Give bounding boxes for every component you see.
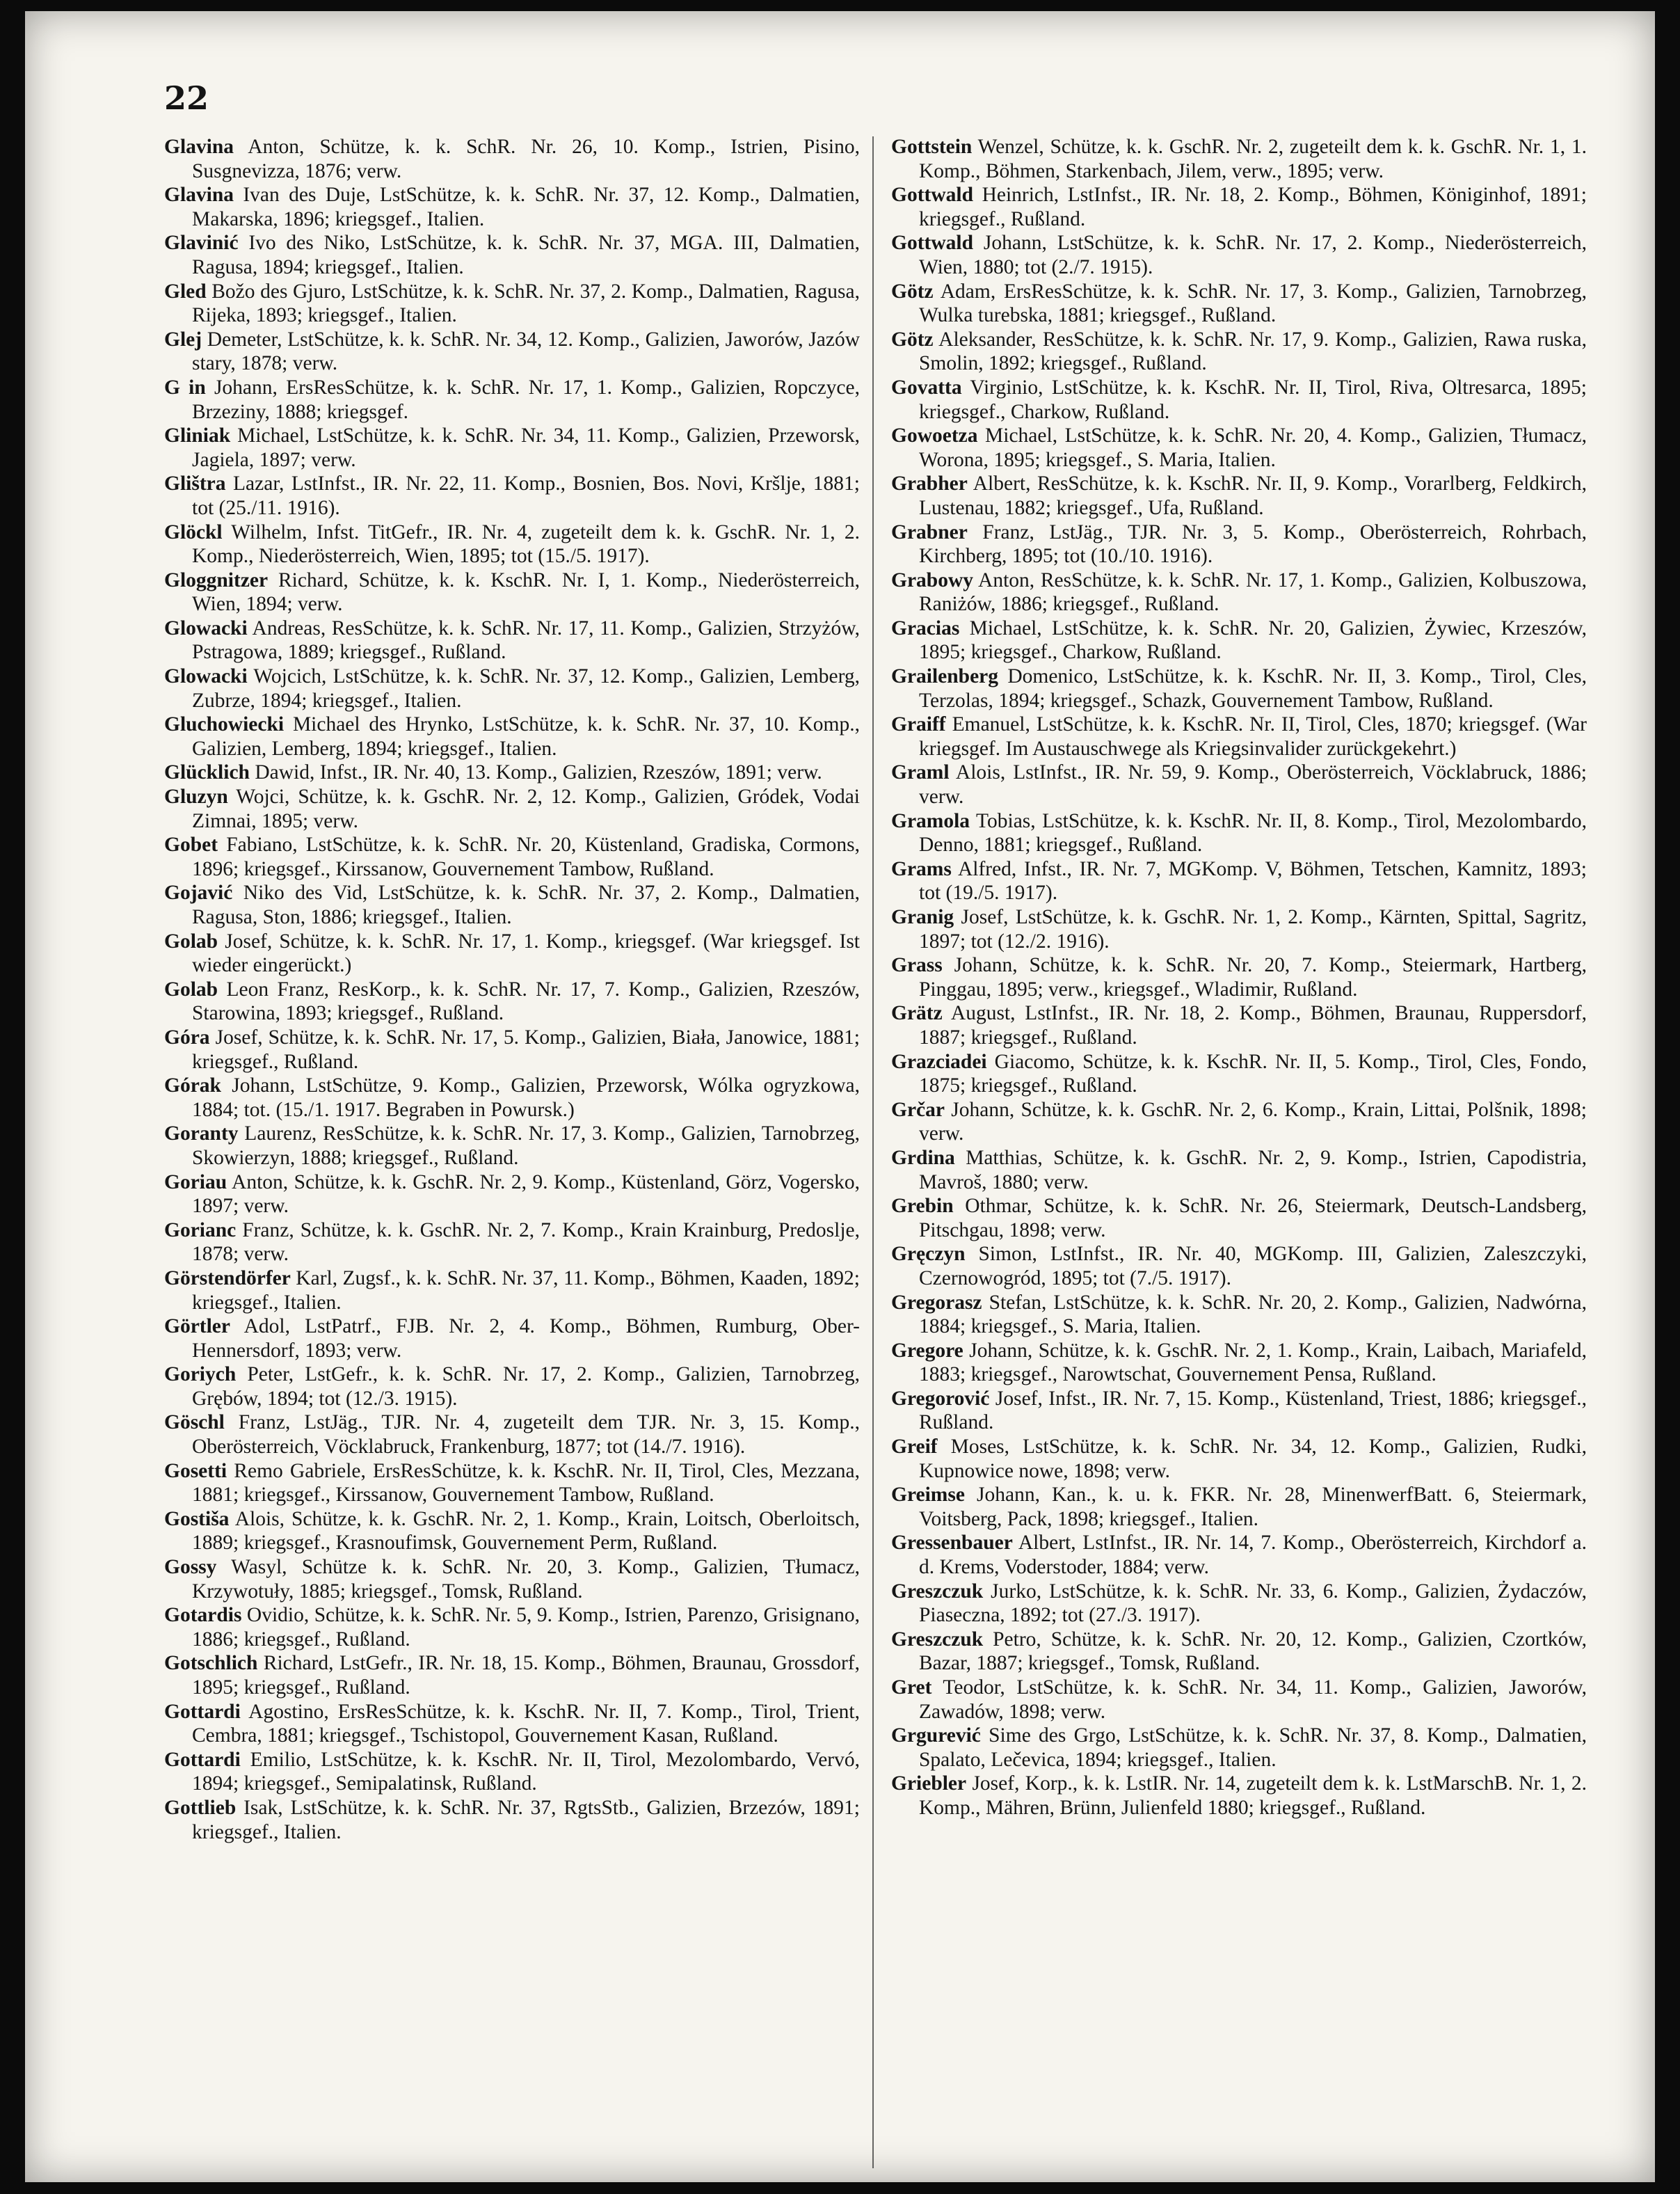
entry-surname: Greszczuk [891,1580,984,1603]
list-entry [164,1362,860,1410]
entry-details: Adam, ErsResSchütze, k. k. SchR. Nr. 17, 3. Komp., Galizien, Tarnobrzeg, Wulka turebska, 1881; kriegsgef., Rußland. [919,280,1587,327]
entry-details: Moses, LstSchütze, k. k. SchR. Nr. 34, 12. Komp., Galizien, Rudki, Kupnowice nowe, 1898; verw. [919,1436,1587,1482]
entry-details: Karl, Zugsf., k. k. SchR. Nr. 37, 11. Komp., Böhmen, Kaaden, 1892; kriegsgef., Italien. [192,1266,860,1314]
entry-surname: Grebin [891,1195,954,1218]
list-entry [891,1676,1587,1724]
entry-surname: Gojavić [164,882,233,905]
page-number: 22 [164,79,209,117]
entry-details: Johann, ErsResSchütze, k. k. SchR. Nr. 17, 1. Komp., Galizien, Ropczyce, Brzeziny, 1888; kriegsgef. [192,376,860,423]
entry-details: Isak, LstSchütze, k. k. SchR. Nr. 37, RgtsStb., Galizien, Brzezów, 1891; kriegsgef., Italien. [192,1796,860,1843]
entry-surname: Götz [891,280,934,303]
entry-surname: Grabowy [891,569,973,591]
list-entry [164,376,860,424]
entry-surname: Gressenbauer [891,1532,1013,1555]
entry-surname: Grazciadei [891,1050,987,1073]
list-entry [164,1122,860,1170]
entry-details: Josef, Schütze, k. k. SchR. Nr. 17, 5. Komp., Galizien, Biała, Janowice, 1881; kriegsgef., Rußland. [192,1026,860,1073]
entry-surname: Gręczyn [891,1243,966,1266]
list-entry [164,1796,860,1844]
entry-details: Teodor, LstSchütze, k. k. SchR. Nr. 34, 11. Komp., Galizien, Jaworów, Zawadów, 1898; verw. [919,1676,1587,1723]
entry-details: Anton, Schütze, k. k. SchR. Nr. 26, 10. Komp., Istrien, Pisino, Susgnevizza, 1876; verw. [192,136,860,182]
list-entry [891,809,1587,857]
entry-surname: Gluzyn [164,786,228,809]
entry-details: Franz, Schütze, k. k. GschR. Nr. 2, 7. Komp., Krain Krainburg, Predoslje, 1878; verw. [192,1218,860,1266]
list-entry [891,1291,1587,1339]
entry-surname: Grčar [891,1098,945,1121]
entry-details: Ivan des Duje, LstSchütze, k. k. SchR. Nr. 37, 12. Komp., Dalmatien, Makarska, 1896; kriegsgef., Italien. [192,184,860,230]
list-entry [164,1459,860,1507]
entry-surname: Gottlieb [164,1796,237,1819]
entry-details: Sime des Grgo, LstSchütze, k. k. SchR. Nr. 37, 8. Komp., Dalmatien, Spalato, Lečevica, 1894; kriegsgef., Italien. [919,1724,1587,1771]
list-entry [891,1242,1587,1290]
right-column [891,135,1587,1820]
list-entry [891,1435,1587,1483]
entry-surname: Gotschlich [164,1652,258,1675]
entry-details: Alois, LstInfst., IR. Nr. 59, 9. Komp., Oberösterreich, Vöcklabruck, 1886; verw. [919,761,1587,809]
entry-surname: Gracias [891,617,960,639]
list-entry [891,713,1587,761]
list-entry [891,1483,1587,1531]
entry-surname: Grailenberg [891,665,999,688]
entry-details: Tobias, LstSchütze, k. k. KschR. Nr. II, 8. Komp., Tirol, Mezolombardo, Denno, 1881; kriegsgef., Rußland. [919,809,1587,857]
entry-details: Anton, ResSchütze, k. k. SchR. Nr. 17, 1. Komp., Galizien, Kolbuszowa, Raniżów, 1886; kriegsgef., Rußland. [919,569,1587,616]
entry-surname: Govatta [891,376,962,399]
entry-details: Johann, Kan., k. u. k. FKR. Nr. 28, MinenwerfBatt. 6, Steiermark, Voitsberg, Pack, 1898; kriegsgef., Italien. [919,1484,1587,1530]
list-entry [164,833,860,881]
entry-details: Michael, LstSchütze, k. k. SchR. Nr. 20, 4. Komp., Galizien, Tłumacz, Worona, 1895; kriegsgef., S. Maria, Italien. [919,424,1587,471]
entry-surname: Greif [891,1436,938,1458]
entry-details: Franz, LstJäg., TJR. Nr. 4, zugeteilt dem TJR. Nr. 3, 15. Komp., Oberösterreich, Vöcklabruck, Frankenburg, 1877; tot (14./7. 1916). [192,1411,860,1458]
entry-details: Stefan, LstSchütze, k. k. SchR. Nr. 20, 2. Komp., Galizien, Nadwórna, 1884; kriegsgef., S. Maria, Italien. [919,1291,1587,1338]
entry-details: Josef, Schütze, k. k. SchR. Nr. 17, 1. Komp., kriegsgef. (War kriegsgef. Ist wieder eingerückt.) [192,930,860,977]
entry-surname: Gowoetza [891,424,978,447]
entry-surname: Góra [164,1026,210,1049]
entry-details: Remo Gabriele, ErsResSchütze, k. k. KschR. Nr. II, Tirol, Cles, Mezzana, 1881; kriegsgef., Kirssanow, Gouvernement Tambow, Rußland. [192,1459,860,1507]
entry-surname: Gottardi [164,1748,241,1771]
document-page [25,11,1655,2182]
entry-details: Niko des Vid, LstSchütze, k. k. SchR. Nr. 37, 2. Komp., Dalmatien, Ragusa, Ston, 1886; kriegsgef., Italien. [192,882,860,928]
list-entry [891,1339,1587,1387]
list-entry [891,665,1587,713]
list-entry [164,280,860,328]
entry-surname: Gosetti [164,1459,227,1482]
entry-details: Fabiano, LstSchütze, k. k. SchR. Nr. 20, Küstenland, Gradiska, Cormons, 1896; kriegsgef., Kirssanow, Gouvernement Tambow, Rußland. [192,834,860,880]
list-entry [164,1314,860,1362]
entry-surname: Gobet [164,834,218,857]
entry-details: Wasyl, Schütze k. k. SchR. Nr. 20, 3. Komp., Galizien, Tłumacz, Krzywotuły, 1885; kriegsgef., Tomsk, Rußland. [192,1556,860,1603]
entry-surname: Götz [891,328,934,351]
list-entry [164,761,860,785]
list-entry [164,1700,860,1748]
list-entry [891,761,1587,809]
entry-details: Wilhelm, Infst. TitGefr., IR. Nr. 4, zugeteilt dem k. k. GschR. Nr. 1, 2. Komp., Niederösterreich, Wien, 1895; tot (15./5. 1917). [192,520,860,568]
entry-surname: Grabner [891,520,968,543]
list-entry [164,135,860,183]
list-entry [891,1772,1587,1820]
list-entry [164,569,860,617]
entry-details: Wojcich, LstSchütze, k. k. SchR. Nr. 37, 12. Komp., Galizien, Lemberg, Zubrze, 1894; kriegsgef., Italien. [192,665,860,712]
entry-details: Jurko, LstSchütze, k. k. SchR. Nr. 33, 6. Komp., Galizien, Żydaczów, Piaseczna, 1892; tot (27./3. 1917). [919,1580,1587,1627]
list-entry [891,953,1587,1001]
entry-surname: Glöckl [164,520,223,543]
list-entry [891,424,1587,472]
entry-surname: Gossy [164,1556,217,1579]
entry-details: Peter, LstGefr., k. k. SchR. Nr. 17, 2. Komp., Galizien, Tarnobrzeg, Grębów, 1894; tot (12./3. 1915). [192,1363,860,1410]
entry-surname: Gret [891,1676,932,1699]
list-entry [164,424,860,472]
list-entry [891,569,1587,617]
entry-surname: Grams [891,857,952,880]
entry-surname: Gregorasz [891,1291,982,1314]
entry-surname: Grdina [891,1146,955,1169]
entry-surname: Glištra [164,472,226,495]
list-entry [891,280,1587,328]
list-entry [891,520,1587,569]
list-entry [164,231,860,279]
entry-details: Michael, LstSchütze, k. k. SchR. Nr. 20, Galizien, Żywiec, Krzeszów, 1895; kriegsgef., Charkow, Rußland. [919,617,1587,664]
entry-surname: Goranty [164,1122,239,1145]
entry-surname: Gotardis [164,1604,242,1627]
entry-details: Laurenz, ResSchütze, k. k. SchR. Nr. 17, 3. Komp., Galizien, Tarnobrzeg, Skowierzyn, 1888; kriegsgef., Rußland. [192,1122,860,1169]
entry-surname: Gorianc [164,1218,237,1241]
list-entry [891,376,1587,424]
entry-surname: Glowacki [164,665,248,688]
list-entry [164,930,860,978]
entry-surname: Graml [891,761,950,784]
entry-surname: Grass [891,954,943,977]
list-entry [891,1387,1587,1435]
list-entry [164,1218,860,1266]
entry-details: Emanuel, LstSchütze, k. k. KschR. Nr. II, Tirol, Cles, 1870; kriegsgef. (War kriegsgef. Im Austauschwege als Kriegsinvalider zurückgekehrt.) [919,713,1587,760]
list-entry [891,1628,1587,1676]
entry-details: Anton, Schütze, k. k. GschR. Nr. 2, 9. Komp., Küstenland, Görz, Vogersko, 1897; verw. [192,1170,860,1218]
list-entry [164,785,860,833]
list-entry [164,520,860,569]
list-entry [164,978,860,1026]
entry-details: Aleksander, ResSchütze, k. k. SchR. Nr. 17, 9. Komp., Galizien, Rawa ruska, Smolin, 1892; kriegsgef., Rußland. [919,328,1587,375]
entry-surname: Gluchowiecki [164,713,285,736]
entry-details: Alois, Schütze, k. k. GschR. Nr. 2, 1. Komp., Krain, Loitsch, Oberloitsch, 1889; kriegsgef., Krasnoufimsk, Gouvernement Perm, Rußland. [192,1507,860,1555]
list-entry [891,1580,1587,1628]
entry-details: Franz, LstJäg., TJR. Nr. 3, 5. Komp., Oberösterreich, Rohrbach, Kirchberg, 1895; tot (10./10. 1916). [919,520,1587,568]
list-entry [891,328,1587,376]
list-entry [891,1194,1587,1242]
entry-surname: Glowacki [164,617,248,639]
entry-details: Alfred, Infst., IR. Nr. 7, MGKomp. V, Böhmen, Tetschen, Kamnitz, 1893; tot (19./5. 1917). [919,857,1587,905]
entry-surname: Greimse [891,1484,965,1507]
entry-surname: Gliniak [164,424,231,447]
entry-details: Ivo des Niko, LstSchütze, k. k. SchR. Nr. 37, MGA. III, Dalmatien, Ragusa, 1894; kriegsgef., Italien. [192,232,860,278]
entry-details: Michael des Hrynko, LstSchütze, k. k. SchR. Nr. 37, 10. Komp., Galizien, Lemberg, 1894; kriegsgef., Italien. [192,713,860,760]
entry-details: Virginio, LstSchütze, k. k. KschR. Nr. II, Tirol, Riva, Oltresarca, 1895; kriegsgef., Charkow, Rußland. [919,376,1587,423]
entry-details: Adol, LstPatrf., FJB. Nr. 2, 4. Komp., Böhmen, Rumburg, Ober-Hennersdorf, 1893; verw. [192,1315,860,1362]
list-entry [891,1050,1587,1098]
entry-details: Josef, Korp., k. k. LstIR. Nr. 14, zugeteilt dem k. k. LstMarschB. Nr. 1, 2. Komp., Mähren, Brünn, Julienfeld 1880; kriegsgef., Rußland. [919,1772,1587,1819]
list-entry [891,1001,1587,1049]
entry-surname: Glavina [164,136,234,158]
list-entry [164,1603,860,1651]
entry-surname: Gled [164,280,207,303]
list-entry [164,1074,860,1122]
entry-details: Heinrich, LstInfst., IR. Nr. 18, 2. Komp., Böhmen, Königinhof, 1891; kriegsgef., Rußland. [919,184,1587,230]
list-entry [164,881,860,929]
entry-details: Wenzel, Schütze, k. k. GschR. Nr. 2, zugeteilt dem k. k. GschR. Nr. 1, 1. Komp., Böhmen, Starkenbach, Jilem, verw., 1895; verw. [919,136,1587,182]
entry-surname: Griebler [891,1772,967,1795]
list-entry [891,1724,1587,1772]
entry-surname: Glücklich [164,761,250,784]
entry-details: Richard, LstGefr., IR. Nr. 18, 15. Komp., Böhmen, Braunau, Grossdorf, 1895; kriegsgef., Rußland. [192,1652,860,1699]
list-entry [164,1507,860,1555]
list-entry [891,857,1587,905]
entry-surname: Gostiša [164,1507,230,1530]
list-entry [891,905,1587,953]
entry-surname: Gottardi [164,1700,241,1723]
entry-surname: Gottwald [891,184,973,207]
list-entry [164,1026,860,1074]
entry-details: Dawid, Infst., IR. Nr. 40, 13. Komp., Galizien, Rzeszów, 1891; verw. [249,761,822,784]
entry-surname: Gloggnitzer [164,569,269,591]
entry-details: Agostino, ErsResSchütze, k. k. KschR. Nr. II, 7. Komp., Tirol, Trient, Cembra, 1881; kriegsgef., Tschistopol, Gouvernement Kasan, Rußland. [192,1700,860,1747]
list-entry [164,472,860,520]
entry-surname: Golab [164,930,218,953]
entry-details: Albert, ResSchütze, k. k. KschR. Nr. II, 9. Komp., Vorarlberg, Feldkirch, Lustenau, 1882; kriegsgef., Ufa, Rußland. [919,472,1587,519]
entry-surname: Glavinić [164,232,239,255]
entry-surname: Goriau [164,1170,227,1193]
entry-surname: Grgurević [891,1724,981,1747]
entry-details: Ovidio, Schütze, k. k. SchR. Nr. 5, 9. Komp., Istrien, Parenzo, Grisignano, 1886; kriegsgef., Rußland. [192,1604,860,1651]
entry-details: Matthias, Schütze, k. k. GschR. Nr. 2, 9. Komp., Istrien, Capodistria, Mavroš, 1880; verw. [919,1146,1587,1193]
entry-details: Johann, Schütze, k. k. GschR. Nr. 2, 1. Komp., Krain, Laibach, Mariafeld, 1883; kriegsgef., Narowtschat, Gouvernement Pensa, Rußland. [919,1339,1587,1386]
entry-details: Wojci, Schütze, k. k. GschR. Nr. 2, 12. Komp., Galizien, Gródek, Vodai Zimnai, 1895; verw. [192,786,860,832]
entry-surname: Göschl [164,1411,225,1434]
list-entry [891,135,1587,183]
list-entry [164,183,860,231]
entry-details: Simon, LstInfst., IR. Nr. 40, MGKomp. III, Galizien, Zaleszczyki, Czernowogród, 1895; tot (7./5. 1917). [919,1243,1587,1289]
list-entry [164,665,860,713]
list-entry [164,1266,860,1314]
entry-surname: Gottstein [891,136,973,158]
entry-surname: Gottwald [891,232,973,255]
entry-surname: Grabher [891,472,968,495]
entry-details: Domenico, LstSchütze, k. k. KschR. Nr. II, 3. Komp., Tirol, Cles, Terzolas, 1894; kriegsgef., Schazk, Gouvernement Tambow, Rußland. [919,665,1587,712]
entry-details: Johann, Schütze, k. k. GschR. Nr. 2, 6. Komp., Krain, Littai, Polšnik, 1898; verw. [919,1098,1587,1145]
list-entry [164,713,860,761]
list-entry [891,183,1587,231]
entry-details: Johann, LstSchütze, 9. Komp., Galizien, Przeworsk, Wólka ogryzkowa, 1884; tot. (15./1. 1917. Begraben in Powursk.) [192,1074,860,1121]
list-entry [164,617,860,665]
entry-details: Richard, Schütze, k. k. KschR. Nr. I, 1. Komp., Niederösterreich, Wien, 1894; verw. [192,569,860,616]
entry-details: Josef, Infst., IR. Nr. 7, 15. Komp., Küstenland, Triest, 1886; kriegsgef., Rußland. [919,1387,1587,1434]
entry-surname: Görtler [164,1315,230,1338]
entry-surname: Górak [164,1074,221,1097]
entry-details: Petro, Schütze, k. k. SchR. Nr. 20, 12. Komp., Galizien, Czortków, Bazar, 1887; kriegsgef., Tomsk, Rußland. [919,1628,1587,1675]
entry-surname: Glej [164,328,202,351]
entry-details: Demeter, LstSchütze, k. k. SchR. Nr. 34, 12. Komp., Galizien, Jaworów, Jazów stary, 1878; verw. [192,328,860,375]
entry-surname: G in [164,376,206,399]
entry-details: August, LstInfst., IR. Nr. 18, 2. Komp., Böhmen, Braunau, Ruppersdorf, 1887; kriegsgef., Rußland. [919,1002,1587,1049]
entry-surname: Greszczuk [891,1628,984,1651]
column-divider [872,136,874,2168]
entry-surname: Golab [164,978,218,1001]
entry-details: Johann, LstSchütze, k. k. SchR. Nr. 17, 2. Komp., Niederösterreich, Wien, 1880; tot (2./7. 1915). [919,232,1587,278]
list-entry [891,1146,1587,1194]
list-entry [891,1098,1587,1146]
list-entry [164,1748,860,1796]
entry-surname: Goriych [164,1363,237,1386]
entry-details: Josef, LstSchütze, k. k. GschR. Nr. 1, 2. Komp., Kärnten, Spittal, Sagritz, 1897; tot (12./2. 1916). [919,906,1587,953]
entry-details: Othmar, Schütze, k. k. SchR. Nr. 26, Steiermark, Deutsch-Landsberg, Pitschgau, 1898; verw. [919,1195,1587,1241]
list-entry [164,1410,860,1458]
left-column [164,135,860,1844]
entry-surname: Gregorović [891,1387,990,1410]
entry-details: Božo des Gjuro, LstSchütze, k. k. SchR. Nr. 37, 2. Komp., Dalmatien, Ragusa, Rijeka, 1893; kriegsgef., Italien. [192,280,860,327]
list-entry [891,472,1587,520]
list-entry [891,231,1587,279]
list-entry [891,1531,1587,1579]
entry-surname: Görstendörfer [164,1266,291,1289]
list-entry [164,1170,860,1218]
entry-details: Albert, LstInfst., IR. Nr. 14, 7. Komp., Oberösterreich, Kirchdorf a. d. Krems, Voderstoder, 1884; verw. [919,1532,1587,1579]
entry-details: Emilio, LstSchütze, k. k. KschR. Nr. II, Tirol, Mezolombardo, Vervó, 1894; kriegsgef., Semipalatinsk, Rußland. [192,1748,860,1795]
entry-surname: Gramola [891,809,970,832]
list-entry [164,1555,860,1603]
entry-details: Lazar, LstInfst., IR. Nr. 22, 11. Komp., Bosnien, Bos. Novi, Kršlje, 1881; tot (25./11. 1916). [192,472,860,519]
entry-details: Leon Franz, ResKorp., k. k. SchR. Nr. 17, 7. Komp., Galizien, Rzeszów, Starowina, 1893; kriegsgef., Rußland. [192,978,860,1025]
entry-details: Andreas, ResSchütze, k. k. SchR. Nr. 17, 11. Komp., Galizien, Strzyżów, Pstragowa, 1889; kriegsgef., Rußland. [192,617,860,664]
entry-surname: Grätz [891,1002,943,1025]
entry-details: Michael, LstSchütze, k. k. SchR. Nr. 34, 11. Komp., Galizien, Przeworsk, Jagiela, 1897; verw. [192,424,860,471]
list-entry [164,1651,860,1699]
entry-details: Giacomo, Schütze, k. k. KschR. Nr. II, 5. Komp., Tirol, Cles, Fondo, 1875; kriegsgef., Rußland. [919,1050,1587,1097]
entry-surname: Gregore [891,1339,963,1362]
entry-surname: Granig [891,906,954,928]
entry-surname: Graiff [891,713,946,736]
list-entry [891,617,1587,665]
entry-details: Johann, Schütze, k. k. SchR. Nr. 20, 7. Komp., Steiermark, Hartberg, Pinggau, 1895; verw., kriegsgef., Wladimir, Rußland. [919,954,1587,1001]
list-entry [164,328,860,376]
entry-surname: Glavina [164,184,234,207]
